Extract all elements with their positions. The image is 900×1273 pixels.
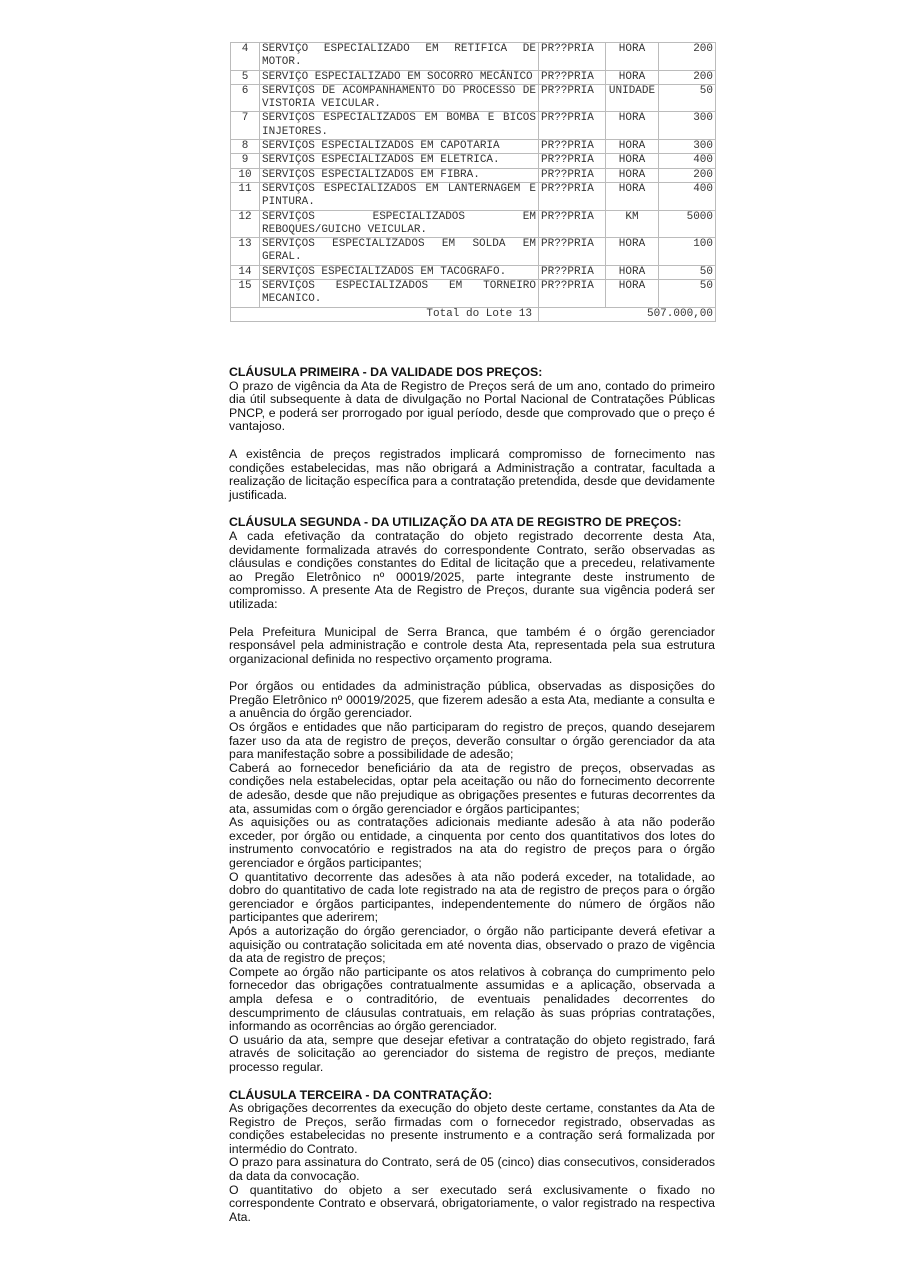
item-brand: PR??PRIA (539, 112, 606, 140)
document-body (229, 366, 715, 1224)
item-unit: HORA (606, 182, 659, 210)
paragraph: As obrigações decorrentes da execução do objeto deste certame, constantes da Ata de Registro de Preços, serão firmadas com o fornecedor registrado, observadas as condições estabelecidas no presente instrumento e a contração será formalizada por intermédio do Contrato. (229, 1101, 715, 1156)
item-number: 13 (231, 238, 260, 266)
item-brand: PR??PRIA (539, 168, 606, 182)
item-quantity: 5000 (659, 210, 716, 238)
item-quantity: 50 (659, 265, 716, 279)
item-description: SERVIÇOS ESPECIALIZADOS EM ELETRICA. (260, 154, 539, 168)
item-unit: HORA (606, 43, 659, 71)
paragraph: As aquisições ou as contratações adicionais mediante adesão à ata não poderão exceder, por órgão ou entidade, a cinquenta por cento dos quantitativos dos lotes do instrumento convocatório e registrados na ata do registro de preços para o órgão gerenciador e órgãos participantes; (229, 815, 715, 870)
table-row (231, 210, 716, 238)
item-description: SERVIÇOS ESPECIALIZADOS EM BOMBA E BICOS INJETORES. (260, 112, 539, 140)
item-brand: PR??PRIA (539, 43, 606, 71)
paragraph: A existência de preços registrados implicará compromisso de fornecimento nas condições estabelecidas, mas não obrigará a Administração a contratar, facultada a realização de licitação específica para a contratação pretendida, desde que devidamente justificada. (229, 446, 715, 502)
item-unit: HORA (606, 280, 659, 308)
items-table (230, 42, 716, 322)
table-row (231, 43, 716, 71)
item-unit: HORA (606, 140, 659, 154)
paragraph: Pela Prefeitura Municipal de Serra Branca, que também é o órgão gerenciador responsável pela administração e controle desta Ata, representada pela sua estrutura organizacional definida no respectivo orçamento programa. (229, 624, 715, 666)
item-brand: PR??PRIA (539, 70, 606, 84)
table-row (231, 112, 716, 140)
item-unit: HORA (606, 70, 659, 84)
table-row (231, 182, 716, 210)
item-description: SERVIÇOS ESPECIALIZADOS EM TORNEIRO MECANICO. (260, 280, 539, 308)
item-brand: PR??PRIA (539, 265, 606, 279)
paragraph: Compete ao órgão não participante os atos relativos à cobrança do cumprimento pelo fornecedor das obrigações contratualmente assumidas e a aplicação, observada a ampla defesa e o contraditório, de eventuais penalidades decorrentes do descumprimento de cláusulas contratuais, em relação às suas próprias contratações, informando as ocorrências ao órgão gerenciador. (229, 964, 715, 1034)
item-brand: PR??PRIA (539, 210, 606, 238)
table-row (231, 84, 716, 112)
item-number: 11 (231, 182, 260, 210)
item-description: SERVIÇOS ESPECIALIZADOS EM SOLDA EM GERAL. (260, 238, 539, 266)
item-description: SERVIÇOS ESPECIALIZADOS EM TACOGRAFO. (260, 265, 539, 279)
table-row (231, 168, 716, 182)
paragraph: Os órgãos e entidades que não participaram do registro de preços, quando desejarem fazer uso da ata de registro de preços, deverão consultar o órgão gerenciador da ata para manifestação sobre a possibilidade de adesão; (229, 720, 715, 762)
item-unit: HORA (606, 154, 659, 168)
item-quantity: 200 (659, 43, 716, 71)
paragraph: O quantitativo decorrente das adesões à ata não poderá exceder, na totalidade, ao dobro do quantitativo de cada lote registrado na ata de registro de preços para o órgão gerenciador e órgãos participantes, independentemente do número de órgãos não participantes que aderirem; (229, 869, 715, 925)
item-unit: HORA (606, 238, 659, 266)
paragraph: O usuário da ata, sempre que desejar efetivar a contratação do objeto registrado, fará através de solicitação ao gerenciador do sistema de registro de preços, mediante processo regular. (229, 1032, 715, 1074)
item-unit: HORA (606, 265, 659, 279)
table-row (231, 154, 716, 168)
item-description: SERVIÇOS ESPECIALIZADOS EM REBOQUES/GUICHO VEICULAR. (260, 210, 539, 238)
item-quantity: 300 (659, 140, 716, 154)
item-brand: PR??PRIA (539, 182, 606, 210)
table-row (231, 265, 716, 279)
item-quantity: 200 (659, 168, 716, 182)
paragraph: Caberá ao fornecedor beneficiário da ata de registro de preços, observadas as condições nela estabelecidas, optar pela aceitação ou não do fornecimento decorrente de adesão, desde que não prejudique as obrigações presentes e futuras decorrentes da ata, assumidas com o órgão gerenciador e órgãos participantes; (229, 760, 715, 816)
item-unit: UNIDADE (606, 84, 659, 112)
clause-3-title: CLÁUSULA TERCEIRA - DA CONTRATAÇÃO: (229, 1087, 493, 1102)
item-description: SERVIÇO ESPECIALIZADO EM RETIFICA DE MOTOR. (260, 43, 539, 71)
item-number: 8 (231, 140, 260, 154)
item-number: 10 (231, 168, 260, 182)
table-row (231, 70, 716, 84)
table-row (231, 280, 716, 308)
item-description: SERVIÇOS ESPECIALIZADOS EM LANTERNAGEM E PINTURA. (260, 182, 539, 210)
table-row (231, 238, 716, 266)
item-description: SERVIÇO ESPECIALIZADO EM SOCORRO MECÂNICO (260, 70, 539, 84)
item-number: 15 (231, 280, 260, 308)
paragraph: O prazo de vigência da Ata de Registro de Preços será de um ano, contado do primeiro dia útil subsequente à data de divulgação no Portal Nacional de Contratações Públicas PNCP, e poderá ser prorrogado por igual período, desde que comprovado que o preço é vantajoso. (229, 378, 715, 434)
item-quantity: 200 (659, 70, 716, 84)
item-brand: PR??PRIA (539, 280, 606, 308)
paragraph: Por órgãos ou entidades da administração pública, observadas as disposições do Pregão Eletrônico nº 00019/2025, que fizerem adesão a esta Ata, mediante a consulta e a anuência do órgão gerenciador. (229, 679, 715, 721)
item-quantity: 400 (659, 182, 716, 210)
item-unit: KM (606, 210, 659, 238)
item-quantity: 400 (659, 154, 716, 168)
item-unit: HORA (606, 112, 659, 140)
item-number: 5 (231, 70, 260, 84)
item-number: 7 (231, 112, 260, 140)
paragraph: O quantitativo do objeto a ser executado será exclusivamente o fixado no correspondente Contrato e observará, obrigatoriamente, o valor registrado na respectiva Ata. (229, 1182, 715, 1224)
item-number: 14 (231, 265, 260, 279)
item-brand: PR??PRIA (539, 238, 606, 266)
item-number: 4 (231, 43, 260, 71)
item-brand: PR??PRIA (539, 154, 606, 168)
total-label: Total do Lote 13 (231, 307, 539, 321)
item-quantity: 50 (659, 280, 716, 308)
item-description: SERVIÇOS ESPECIALIZADOS EM CAPOTARIA (260, 140, 539, 154)
table-row (231, 140, 716, 154)
item-quantity: 50 (659, 84, 716, 112)
item-brand: PR??PRIA (539, 140, 606, 154)
item-quantity: 100 (659, 238, 716, 266)
item-quantity: 300 (659, 112, 716, 140)
total-value: 507.000,00 (539, 307, 716, 321)
item-number: 12 (231, 210, 260, 238)
item-description: SERVIÇOS ESPECIALIZADOS EM FIBRA. (260, 168, 539, 182)
paragraph: O prazo para assinatura do Contrato, será de 05 (cinco) dias consecutivos, considerados da data da convocação. (229, 1155, 715, 1184)
item-number: 6 (231, 84, 260, 112)
clause-2-title: CLÁUSULA SEGUNDA - DA UTILIZAÇÃO DA ATA DE REGISTRO DE PREÇOS: (229, 515, 682, 530)
paragraph: Após a autorização do órgão gerenciador, o órgão não participante deverá efetivar a aquisição ou contratação solicitada em até noventa dias, observado o prazo de vigência da ata de registro de preços; (229, 923, 715, 966)
item-brand: PR??PRIA (539, 84, 606, 112)
item-number: 9 (231, 154, 260, 168)
total-row (231, 307, 716, 321)
item-unit: HORA (606, 168, 659, 182)
paragraph: A cada efetivação da contratação do objeto registrado decorrente desta Ata, devidamente formalizada através do correspondente Contrato, serão observadas as cláusulas e condições constantes do Edital de licitação que a precedeu, relativamente ao Pregão Eletrônico nº 00019/2025, parte integrante deste instrumento de compromisso. A presente Ata de Registro de Preços, durante sua vigência poderá ser utilizada: (229, 528, 715, 611)
item-description: SERVIÇOS DE ACOMPANHAMENTO DO PROCESSO DE VISTORIA VEICULAR. (260, 84, 539, 112)
clause-1-title: CLÁUSULA PRIMEIRA - DA VALIDADE DOS PREÇOS: (229, 365, 543, 379)
